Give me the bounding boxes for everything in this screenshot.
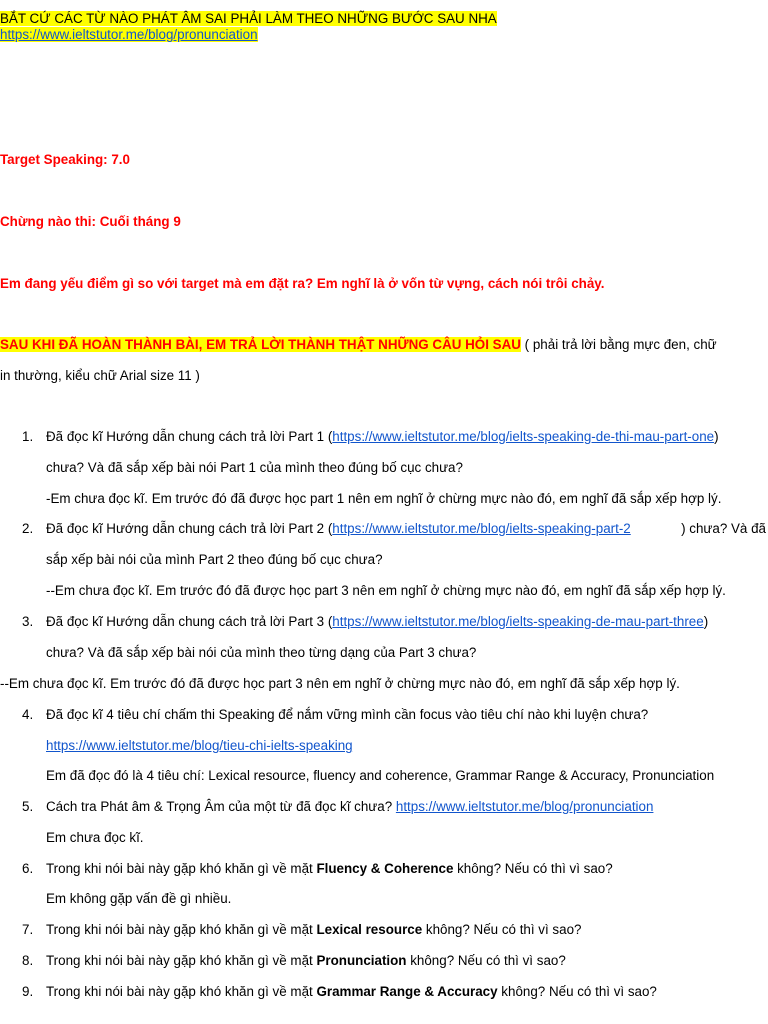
question-number: 1. bbox=[22, 429, 34, 444]
question-9 bbox=[46, 983, 657, 1000]
question-number: 5. bbox=[22, 799, 34, 814]
question-text: Trong khi nói bài này gặp khó khăn gì về mặt bbox=[46, 953, 317, 968]
question-text: Đã đọc kĩ Hướng dẫn chung cách trả lời Part 1 ( bbox=[46, 429, 333, 444]
question-text-end: không? Nếu có thì vì sao? bbox=[406, 953, 566, 968]
question-7 bbox=[46, 921, 581, 938]
question-text-end: không? Nếu có thì vì sao? bbox=[422, 922, 582, 937]
question-number: 7. bbox=[22, 922, 34, 937]
banner-text: BẮT CỨ CÁC TỪ NÀO PHÁT ÂM SAI PHẢI LÀM THEO NHỮNG BƯỚC SAU NHA bbox=[0, 11, 497, 26]
question-number: 3. bbox=[22, 614, 34, 629]
part-three-link[interactable]: https://www.ieltstutor.me/blog/ielts-speaking-de-mau-part-three bbox=[332, 614, 704, 629]
question-text: Trong khi nói bài này gặp khó khăn gì về mặt bbox=[46, 861, 317, 876]
question-8 bbox=[46, 952, 566, 969]
instruction-note: ( phải trả lời bằng mực đen, chữ bbox=[520, 337, 717, 352]
header-link-line bbox=[0, 26, 258, 43]
criteria-link[interactable]: https://www.ieltstutor.me/blog/tieu-chi-ielts-speaking bbox=[46, 738, 353, 753]
question-2-cont: sắp xếp bài nói của mình Part 2 theo đúng bố cục chưa? bbox=[46, 552, 383, 567]
question-text: Trong khi nói bài này gặp khó khăn gì về mặt bbox=[46, 922, 317, 937]
part-two-link[interactable]: https://www.ieltstutor.me/blog/ielts-speaking-part-2 bbox=[332, 521, 631, 536]
question-text-group bbox=[46, 520, 631, 537]
pronunciation-link[interactable]: https://www.ieltstutor.me/blog/pronunciation bbox=[0, 27, 258, 42]
answer-6: Em không gặp vấn đề gì nhiều. bbox=[46, 891, 232, 906]
question-6 bbox=[46, 860, 613, 877]
question-4: Đã đọc kĩ 4 tiêu chí chấm thi Speaking để nắm vững mình cần focus vào tiêu chí nào khi luyện chưa? bbox=[46, 707, 649, 722]
criterion-name: Fluency & Coherence bbox=[316, 861, 454, 876]
question-number: 4. bbox=[22, 707, 34, 722]
question-text-end: không? Nếu có thì vì sao? bbox=[453, 861, 613, 876]
question-number: 6. bbox=[22, 861, 34, 876]
question-1-cont: chưa? Và đã sắp xếp bài nói Part 1 của mình theo đúng bố cục chưa? bbox=[46, 460, 463, 475]
question-number: 2. bbox=[22, 521, 34, 536]
question-text: Trong khi nói bài này gặp khó khăn gì về mặt bbox=[46, 984, 317, 999]
answer-3: --Em chưa đọc kĩ. Em trước đó đã được học part 3 nên em nghĩ ở chừng mực nào đó, em nghĩ đã sắp xếp hợp lý. bbox=[0, 676, 680, 691]
question-text-end: ) chưa? Và đã bbox=[681, 521, 766, 536]
answer-2: --Em chưa đọc kĩ. Em trước đó đã được học part 3 nên em nghĩ ở chừng mực nào đó, em nghĩ đã sắp xếp hợp lý. bbox=[46, 583, 726, 598]
criterion-name: Pronunciation bbox=[316, 953, 407, 968]
exam-time: Chừng nào thi: Cuối tháng 9 bbox=[0, 214, 181, 229]
answer-4: Em đã đọc đó là 4 tiêu chí: Lexical resource, fluency and coherence, Grammar Range & Accuracy, Pronunciation bbox=[46, 768, 715, 783]
question-5 bbox=[46, 798, 653, 815]
question-text-end: không? Nếu có thì vì sao? bbox=[497, 984, 657, 999]
question-text-end: ) bbox=[703, 614, 709, 629]
target-speaking: Target Speaking: 7.0 bbox=[0, 152, 130, 167]
question-text: Đã đọc kĩ Hướng dẫn chung cách trả lời Part 3 ( bbox=[46, 614, 333, 629]
instruction-line bbox=[0, 336, 717, 353]
pronunciation-guide-link[interactable]: https://www.ieltstutor.me/blog/pronunciation bbox=[395, 799, 654, 814]
question-text: Đã đọc kĩ Hướng dẫn chung cách trả lời Part 2 ( bbox=[46, 521, 333, 536]
criterion-name: Grammar Range & Accuracy bbox=[316, 984, 498, 999]
instruction-highlight: SAU KHI ĐÃ HOÀN THÀNH BÀI, EM TRẢ LỜI THÀNH THẬT NHỮNG CÂU HỎI SAU bbox=[0, 337, 521, 352]
question-number: 9. bbox=[22, 984, 34, 999]
question-text: Cách tra Phát âm & Trọng Âm của một từ đã đọc kĩ chưa? bbox=[46, 799, 396, 814]
question-2 bbox=[46, 520, 766, 537]
question-4-link-line bbox=[46, 737, 353, 754]
part-one-link[interactable]: https://www.ieltstutor.me/blog/ielts-speaking-de-thi-mau-part-one bbox=[332, 429, 715, 444]
question-3-cont: chưa? Và đã sắp xếp bài nói của mình theo từng dạng của Part 3 chưa? bbox=[46, 645, 477, 660]
question-number: 8. bbox=[22, 953, 34, 968]
question-text-end: ) bbox=[714, 429, 719, 444]
header-banner bbox=[0, 10, 497, 27]
question-1 bbox=[46, 428, 719, 445]
criterion-name: Lexical resource bbox=[316, 922, 423, 937]
answer-1: -Em chưa đọc kĩ. Em trước đó đã được học part 1 nên em nghĩ ở chừng mực nào đó, em nghĩ đã sắp xếp hợp lý. bbox=[46, 491, 722, 506]
instruction-note-cont: in thường, kiểu chữ Arial size 11 ) bbox=[0, 368, 200, 383]
answer-5: Em chưa đọc kĩ. bbox=[46, 830, 144, 845]
weakness-answer: Em đang yếu điểm gì so với target mà em đặt ra? Em nghĩ là ở vốn từ vựng, cách nói trôi chảy. bbox=[0, 276, 605, 291]
question-3 bbox=[46, 613, 708, 630]
